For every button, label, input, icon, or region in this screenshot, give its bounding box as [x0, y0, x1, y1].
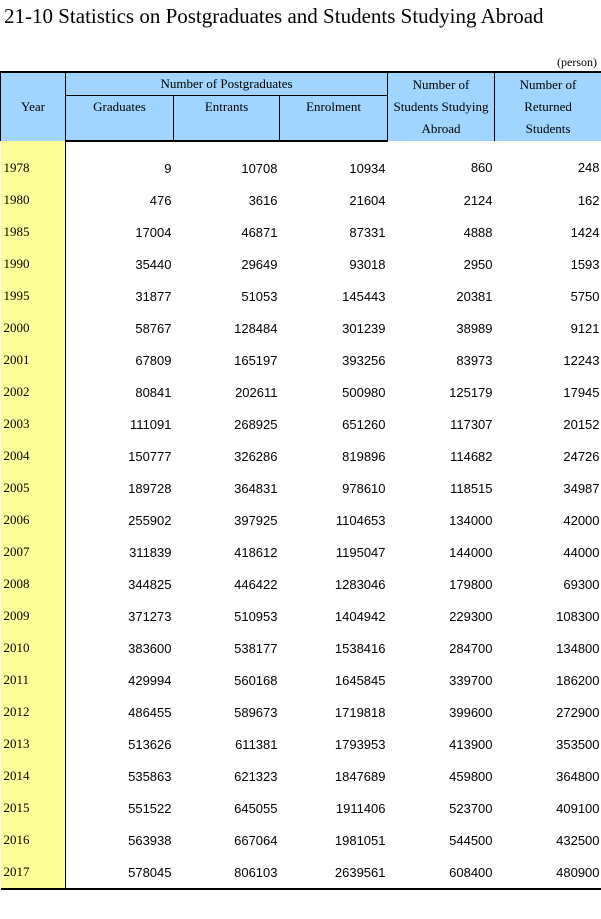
- cell-graduates: 563938: [128, 832, 172, 848]
- cell-entrants: 51053: [241, 288, 278, 304]
- cell-enrolment: 978610: [342, 480, 386, 496]
- cell-graduates: 578045: [66, 856, 174, 889]
- cell-enrolment: 1404942: [334, 608, 386, 624]
- cell-year: 2005: [1, 472, 66, 504]
- header-returned-line: Number of: [519, 77, 577, 92]
- cell-graduates: 255902: [128, 512, 172, 528]
- cell-year: 1978: [1, 141, 66, 184]
- table-row: [1, 280, 601, 312]
- cell-students-abroad: 2124: [463, 192, 493, 208]
- cell-returned-students: 1593: [570, 256, 600, 272]
- cell-graduates: 344825: [128, 576, 172, 592]
- header-returned-students: [495, 72, 601, 141]
- cell-enrolment: 651260: [342, 416, 386, 432]
- cell-enrolment: 393256: [342, 352, 386, 368]
- cell-students-abroad: 339700: [449, 672, 493, 688]
- cell-graduates: 9: [164, 160, 172, 176]
- cell-students-abroad: 118515: [450, 480, 493, 496]
- header-enrolment: Enrolment: [280, 96, 388, 142]
- cell-graduates: 535863: [128, 768, 172, 784]
- cell-returned-students: 409100: [556, 800, 600, 816]
- cell-students-abroad: 544500: [449, 832, 493, 848]
- cell-year: 2010: [1, 632, 66, 664]
- cell-enrolment: 1104653: [335, 512, 386, 528]
- cell-students-abroad: 860: [470, 160, 493, 175]
- table-row: [1, 824, 601, 856]
- cell-graduates: 383600: [128, 640, 172, 656]
- cell-entrants: 202611: [235, 384, 278, 400]
- cell-students-abroad: 399600: [449, 704, 493, 720]
- unit-label: (person): [557, 55, 597, 69]
- table-row: [1, 184, 601, 216]
- cell-returned-students: 17945: [563, 384, 600, 400]
- cell-returned-students: 44000: [563, 544, 600, 560]
- cell-students-abroad: 38989: [456, 320, 493, 336]
- table-row: [1, 856, 601, 889]
- statistics-table: [0, 71, 601, 890]
- cell-graduates: 58767: [135, 320, 172, 336]
- cell-returned-students: 69300: [563, 576, 600, 592]
- cell-students-abroad: 179800: [449, 576, 493, 592]
- table-row: [1, 728, 601, 760]
- table-row: [1, 504, 601, 536]
- cell-enrolment: 93018: [349, 256, 386, 272]
- cell-entrants: 667064: [234, 832, 278, 848]
- cell-year: 2006: [1, 504, 66, 536]
- cell-year: 2015: [1, 792, 66, 824]
- cell-returned-students: 186200: [556, 672, 600, 688]
- cell-year: 1980: [1, 184, 66, 216]
- cell-entrants: 589673: [234, 704, 278, 720]
- page-title: 21-10 Statistics on Postgraduates and Students Studying Abroad: [4, 4, 544, 28]
- cell-graduates: 111091: [130, 416, 172, 432]
- cell-year: 2012: [1, 696, 66, 728]
- table-row: [1, 141, 601, 184]
- header-postgraduates-group: Number of Postgraduates: [66, 72, 388, 96]
- cell-entrants: 560168: [234, 672, 278, 688]
- cell-year: 2011: [1, 664, 66, 696]
- cell-year: 2004: [1, 440, 66, 472]
- table-row: [1, 536, 601, 568]
- cell-students-abroad: 83973: [456, 352, 493, 368]
- cell-enrolment: 1645845: [334, 672, 386, 688]
- cell-returned-students: 134800: [556, 640, 600, 656]
- cell-students-abroad: 144000: [449, 544, 493, 560]
- header-entrants: Entrants: [174, 96, 280, 142]
- cell-enrolment: 500980: [342, 384, 386, 400]
- cell-enrolment: 2639561: [280, 856, 388, 889]
- cell-enrolment: 10934: [349, 160, 386, 176]
- cell-entrants: 46871: [241, 224, 278, 240]
- cell-enrolment: 21604: [349, 192, 386, 208]
- cell-returned-students: 272900: [556, 704, 600, 720]
- cell-graduates: 31877: [135, 288, 172, 304]
- cell-students-abroad: 2950: [463, 256, 493, 272]
- cell-returned-students: 20152: [563, 416, 600, 432]
- header-abroad-line: Students Studying: [393, 99, 489, 114]
- cell-year: 2009: [1, 600, 66, 632]
- cell-graduates: 67809: [135, 352, 172, 368]
- cell-graduates: 513626: [128, 736, 172, 752]
- cell-returned-students: 432500: [556, 832, 600, 848]
- cell-entrants: 538177: [234, 640, 278, 656]
- header-students-abroad: [388, 72, 495, 141]
- table-row: [1, 472, 601, 504]
- cell-entrants: 510953: [234, 608, 278, 624]
- cell-enrolment: 1719818: [334, 704, 386, 720]
- cell-entrants: 3616: [248, 192, 278, 208]
- cell-students-abroad: 20381: [456, 288, 493, 304]
- cell-entrants: 10708: [241, 160, 278, 176]
- cell-graduates: 80841: [135, 384, 172, 400]
- cell-entrants: 128484: [234, 320, 278, 336]
- cell-graduates: 486455: [128, 704, 172, 720]
- cell-returned-students: 42000: [563, 512, 600, 528]
- cell-enrolment: 1195047: [335, 544, 386, 560]
- cell-graduates: 551522: [128, 800, 172, 816]
- cell-returned-students: 480900: [495, 856, 601, 889]
- cell-returned-students: 162: [577, 192, 600, 208]
- cell-entrants: 326286: [234, 448, 278, 464]
- cell-graduates: 35440: [135, 256, 172, 272]
- cell-students-abroad: 284700: [449, 640, 493, 656]
- table-row: [1, 408, 601, 440]
- table-row: [1, 440, 601, 472]
- cell-entrants: 621323: [234, 768, 278, 784]
- header-graduates: Graduates: [66, 96, 174, 142]
- cell-entrants: 418612: [234, 544, 278, 560]
- header-abroad-line: Number of: [412, 77, 470, 92]
- cell-students-abroad: 413900: [449, 736, 493, 752]
- cell-students-abroad: 459800: [449, 768, 493, 784]
- cell-graduates: 476: [149, 192, 172, 208]
- cell-students-abroad: 523700: [449, 800, 493, 816]
- cell-entrants: 397925: [234, 512, 278, 528]
- cell-enrolment: 145443: [342, 288, 386, 304]
- cell-returned-students: 5750: [570, 288, 600, 304]
- cell-graduates: 150777: [128, 448, 172, 464]
- cell-graduates: 429994: [128, 672, 172, 688]
- cell-year: 1985: [1, 216, 66, 248]
- cell-returned-students: 108300: [556, 608, 600, 624]
- cell-graduates: 189728: [128, 480, 172, 496]
- cell-enrolment: 819896: [342, 448, 386, 464]
- cell-year: 2000: [1, 312, 66, 344]
- table-row: [1, 344, 601, 376]
- table-row: [1, 696, 601, 728]
- table-row: [1, 600, 601, 632]
- cell-students-abroad: 134000: [449, 512, 493, 528]
- cell-returned-students: 34987: [563, 480, 600, 496]
- cell-enrolment: 301239: [342, 320, 386, 336]
- table-row: [1, 312, 601, 344]
- cell-entrants: 268925: [234, 416, 278, 432]
- cell-returned-students: 9121: [570, 320, 600, 336]
- table-row: [1, 632, 601, 664]
- header-abroad-line: Abroad: [421, 121, 461, 136]
- cell-entrants: 611381: [235, 736, 278, 752]
- cell-entrants: 645055: [234, 800, 278, 816]
- cell-year: 2002: [1, 376, 66, 408]
- table-row: [1, 792, 601, 824]
- cell-entrants: 446422: [234, 576, 278, 592]
- cell-students-abroad: 4888: [463, 224, 493, 240]
- header-returned-line: Students: [525, 121, 571, 136]
- cell-year: 2016: [1, 824, 66, 856]
- cell-year: 2017: [1, 856, 66, 889]
- table-row: [1, 568, 601, 600]
- cell-entrants: 29649: [241, 256, 278, 272]
- cell-students-abroad: 608400: [388, 856, 495, 889]
- table-row: [1, 760, 601, 792]
- cell-returned-students: 24726: [563, 448, 600, 464]
- cell-students-abroad: 114682: [450, 448, 493, 464]
- cell-year: 2008: [1, 568, 66, 600]
- cell-enrolment: 1847689: [334, 768, 386, 784]
- table-row: [1, 248, 601, 280]
- cell-year: 1990: [1, 248, 66, 280]
- cell-entrants: 165197: [234, 352, 278, 368]
- cell-year: 1995: [1, 280, 66, 312]
- cell-students-abroad: 229300: [449, 608, 493, 624]
- cell-year: 2003: [1, 408, 66, 440]
- table-row: [1, 664, 601, 696]
- cell-year: 2014: [1, 760, 66, 792]
- table-row: [1, 216, 601, 248]
- cell-enrolment: 1283046: [334, 576, 386, 592]
- cell-year: 2001: [1, 344, 66, 376]
- cell-students-abroad: 117307: [450, 416, 493, 432]
- cell-returned-students: 353500: [556, 736, 600, 752]
- cell-entrants: 806103: [174, 856, 280, 889]
- header-year: Year: [1, 72, 66, 141]
- cell-returned-students: 364800: [556, 768, 600, 784]
- cell-enrolment: 1981051: [334, 832, 386, 848]
- cell-returned-students: 12243: [563, 352, 600, 368]
- cell-enrolment: 1793953: [334, 736, 386, 752]
- cell-enrolment: 1538416: [334, 640, 386, 656]
- cell-entrants: 364831: [234, 480, 278, 496]
- table-row: [1, 376, 601, 408]
- cell-graduates: 311839: [129, 544, 172, 560]
- cell-year: 2013: [1, 728, 66, 760]
- header-returned-line: Returned: [524, 99, 572, 114]
- cell-students-abroad: 125179: [449, 384, 493, 400]
- cell-graduates: 371273: [128, 608, 172, 624]
- cell-graduates: 17004: [135, 224, 172, 240]
- cell-returned-students: 1424: [570, 224, 600, 240]
- cell-returned-students: 248: [577, 160, 600, 175]
- cell-year: 2007: [1, 536, 66, 568]
- cell-enrolment: 1911406: [335, 800, 386, 816]
- cell-enrolment: 87331: [349, 224, 386, 240]
